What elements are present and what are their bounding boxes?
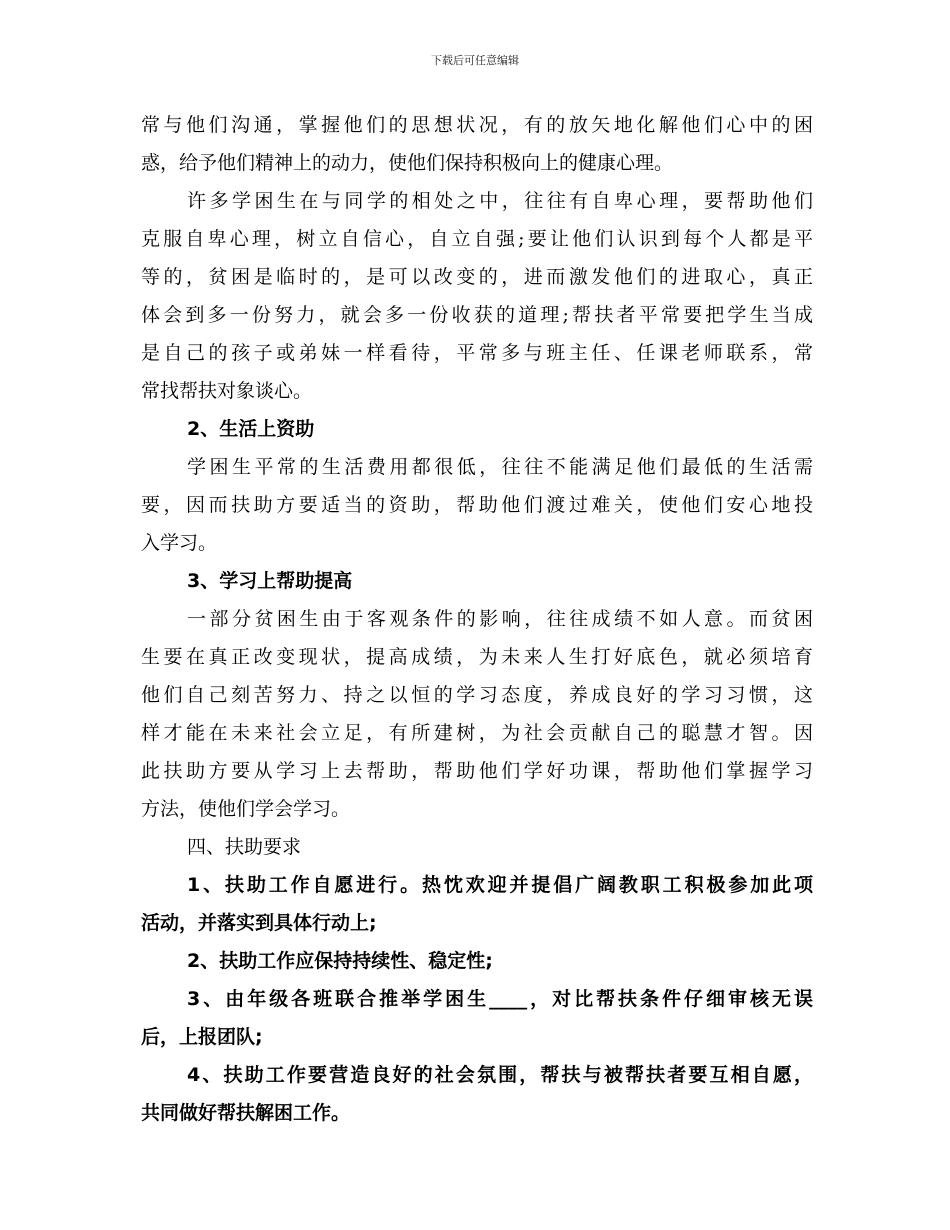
body-line-7: 是自己的孩子或弟妹一样看待，平常多与班主任、任课老师联系，常 xyxy=(141,342,813,364)
body-line-18: 此扶助方要从学习上去帮助，帮助他们学好功课，帮助他们掌握学习 xyxy=(141,760,813,782)
requirement-4-line: 4、扶助工作要营造良好的社会氛围，帮扶与被帮扶者要互相自愿， xyxy=(187,1064,813,1086)
requirement-2-line: 2、扶助工作应保持持续性、稳定性; xyxy=(187,950,493,972)
body-line-6: 体会到多一份努力，就会多一份收获的道理;帮扶者平常要把学生当成 xyxy=(141,304,813,326)
body-line-5: 等的，贫困是临时的，是可以改变的，进而激发他们的进取心，真正 xyxy=(141,266,813,288)
requirement-1-continuation: 活动，并落实到具体行动上; xyxy=(141,912,377,934)
body-line-19: 方法，使他们学会学习。 xyxy=(141,798,351,820)
paragraph-start-line: 学困生平常的生活费用都很低，往往不能满足他们最低的生活需 xyxy=(187,456,813,478)
section-heading-study-help: 3、学习上帮助提高 xyxy=(187,570,353,592)
body-line-11: 要，因而扶助方要适当的资助，帮助他们渡过难关，使他们安心地投 xyxy=(141,494,813,516)
body-line-4: 克服自卑心理，树立自信心，自立自强;要让他们认识到每个人都是平 xyxy=(141,228,813,250)
page-header: 下载后可任意编辑 xyxy=(431,54,519,67)
section-heading-living-aid: 2、生活上资助 xyxy=(187,418,315,440)
section-heading-requirements: 四、扶助要求 xyxy=(187,836,302,858)
body-line-16: 他们自己刻苦努力、持之以恒的学习态度，养成良好的学习习惯，这 xyxy=(141,684,813,706)
body-line-15: 生要在真正改变现状，提高成绩，为未来人生打好底色，就必须培育 xyxy=(141,646,813,668)
body-line-17: 样才能在未来社会立足，有所建树，为社会贡献自己的聪慧才智。因 xyxy=(141,722,813,744)
requirement-4-continuation: 共同做好帮扶解困工作。 xyxy=(141,1102,351,1124)
body-line-1: 常与他们沟通，掌握他们的思想状况，有的放矢地化解他们心中的困 xyxy=(141,114,813,136)
requirement-3-line: 3、由年级各班联合推举学困生____，对比帮扶条件仔细审核无误 xyxy=(187,988,813,1010)
requirement-1-line: 1、扶助工作自愿进行。热忱欢迎并提倡广阔教职工积极参加此项 xyxy=(187,874,813,896)
document-body xyxy=(141,106,813,1132)
body-line-2: 惑，给予他们精神上的动力，使他们保持积极向上的健康心理。 xyxy=(141,152,674,174)
paragraph-start-line: 一部分贫困生由于客观条件的影响，往往成绩不如人意。而贫困 xyxy=(187,608,813,630)
paragraph-start-line: 许多学困生在与同学的相处之中，往往有自卑心理，要帮助他们 xyxy=(187,190,813,212)
body-line-8: 常找帮扶对象谈心。 xyxy=(141,380,313,402)
body-line-12: 入学习。 xyxy=(141,532,218,554)
requirement-3-continuation: 后，上报团队; xyxy=(141,1026,263,1048)
